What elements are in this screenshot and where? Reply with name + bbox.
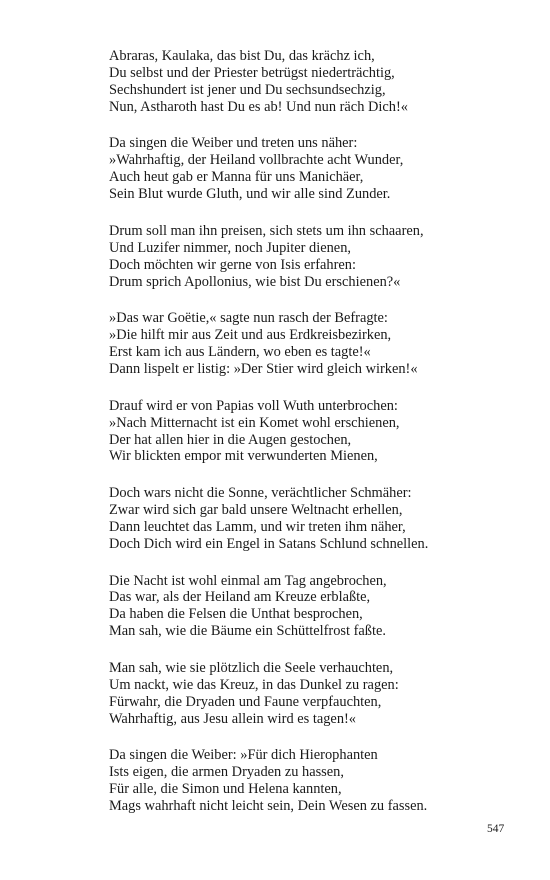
verse-line: Wahrhaftig, aus Jesu allein wird es tagen!«	[109, 710, 357, 727]
verse-line: Sein Blut wurde Gluth, und wir alle sind Zunder.	[109, 186, 391, 203]
stanza	[109, 48, 529, 116]
verse-line: Um nackt, wie das Kreuz, in das Dunkel zu ragen:	[109, 676, 399, 693]
verse-line: Da haben die Felsen die Unthat besprochen,	[109, 606, 363, 623]
verse-line: Man sah, wie die Bäume ein Schüttelfrost faßte.	[109, 623, 386, 640]
poem-body	[109, 48, 529, 835]
verse-line: Drum soll man ihn preisen, sich stets um ihn schaaren,	[109, 222, 424, 239]
verse-line: Drauf wird er von Papias voll Wuth unterbrochen:	[109, 397, 398, 414]
verse-line: Und Luzifer nimmer, noch Jupiter dienen,	[109, 239, 351, 256]
verse-line: »Nach Mitternacht ist ein Komet wohl erschienen,	[109, 414, 400, 431]
verse-line: Doch Dich wird ein Engel in Satans Schlund schnellen.	[109, 535, 429, 552]
verse-line: »Die hilft mir aus Zeit und aus Erdkreisbezirken,	[109, 327, 392, 344]
verse-line: Nun, Astharoth hast Du es ab! Und nun räch Dich!«	[109, 98, 408, 115]
verse-line: Da singen die Weiber und treten uns näher:	[109, 135, 358, 152]
verse-line: Für alle, die Simon und Helena kannten,	[109, 781, 342, 798]
verse-line: Doch wars nicht die Sonne, verächtlicher Schmäher:	[109, 485, 412, 502]
verse-line: Dann leuchtet das Lamm, und wir treten ihm näher,	[109, 518, 406, 535]
verse-line: Die Nacht ist wohl einmal am Tag angebrochen,	[109, 572, 387, 589]
verse-line: Drum sprich Apollonius, wie bist Du erschienen?«	[109, 273, 401, 290]
stanza	[109, 747, 529, 815]
verse-line: Wir blickten empor mit verwunderten Mienen,	[109, 448, 378, 465]
verse-line: Da singen die Weiber: »Für dich Hierophanten	[109, 747, 378, 764]
verse-line: Abraras, Kaulaka, das bist Du, das krächz ich,	[109, 48, 375, 64]
stanza	[109, 660, 529, 728]
verse-line: Fürwahr, die Dryaden und Faune verpfauchten,	[109, 693, 382, 710]
stanza	[109, 485, 529, 553]
verse-line: Zwar wird sich gar bald unsere Weltnacht erhellen,	[109, 502, 403, 519]
verse-line: Der hat allen hier in die Augen gestochen,	[109, 431, 352, 448]
stanza	[109, 135, 529, 203]
stanza	[109, 398, 529, 466]
verse-line: Dann lispelt er listig: »Der Stier wird gleich wirken!«	[109, 360, 418, 377]
verse-line: Erst kam ich aus Ländern, wo eben es tagte!«	[109, 344, 371, 361]
verse-line: Mags wahrhaft nicht leicht sein, Dein Wesen zu fassen.	[109, 798, 428, 815]
verse-line: Man sah, wie sie plötzlich die Seele verhauchten,	[109, 659, 394, 676]
verse-line: »Das war Goëtie,« sagte nun rasch der Befragte:	[109, 310, 388, 327]
verse-line: Doch möchten wir gerne von Isis erfahren:	[109, 256, 356, 273]
verse-line: Sechshundert ist jener und Du sechsundsechzig,	[109, 81, 386, 98]
verse-line: Ists eigen, die armen Dryaden zu hassen,	[109, 764, 344, 781]
page-number: 547	[487, 823, 505, 835]
stanza	[109, 223, 529, 291]
stanza	[109, 573, 529, 641]
stanza	[109, 310, 529, 378]
verse-line: Auch heut gab er Manna für uns Manichäer,	[109, 169, 364, 186]
verse-line: »Wahrhaftig, der Heiland vollbrachte acht Wunder,	[109, 152, 404, 169]
verse-line: Das war, als der Heiland am Kreuze erblaßte,	[109, 589, 371, 606]
verse-line: Du selbst und der Priester betrügst niederträchtig,	[109, 64, 395, 81]
